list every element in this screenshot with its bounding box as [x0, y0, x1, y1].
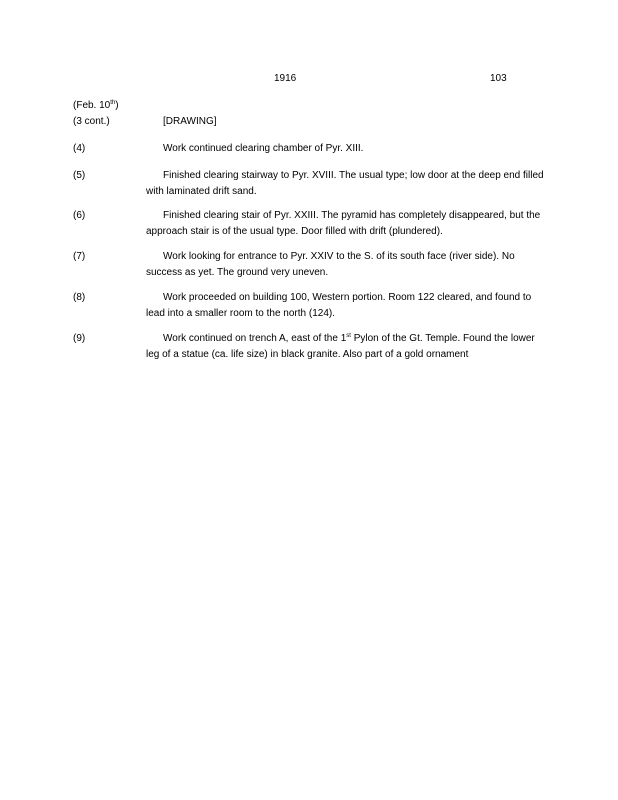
- entry-number: (8): [73, 292, 86, 303]
- entry-text: [146, 331, 548, 363]
- entry-text-part: Pylon of the Gt. Temple. Found the lower leg of a statue (ca. life size) in black granite. Also part of a gold ornament: [146, 333, 535, 360]
- entry-number: (3 cont.): [73, 116, 110, 127]
- entry-number: (6): [73, 210, 86, 221]
- drawing-placeholder: [DRAWING]: [163, 116, 217, 127]
- entry-text-ordinal: st: [346, 333, 351, 339]
- entry-number: (7): [73, 251, 86, 262]
- entry-text: Work continued clearing chamber of Pyr. XIII.: [163, 143, 364, 154]
- page-number: 103: [490, 73, 507, 84]
- entry-date: [73, 98, 119, 114]
- entry-text: Finished clearing stair of Pyr. XXIII. The pyramid has completely disappeared, but the approach stair is of the usual type. Door filled with drift (plundered).: [146, 210, 541, 237]
- entry-number: (9): [73, 333, 86, 344]
- entry-date-ordinal: th: [110, 100, 116, 106]
- entry-date-text: (Feb. 10: [73, 100, 111, 111]
- entry-text: Work looking for entrance to Pyr. XXIV to the S. of its south face (river side). No success as yet. The ground very uneven.: [146, 251, 515, 278]
- entry-text: Finished clearing stairway to Pyr. XVIII. The usual type; low door at the deep end filled with laminated drift sand.: [146, 170, 544, 197]
- entry-date-close: ): [115, 100, 119, 111]
- entry-text-part: Work continued on trench A, east of the 1: [163, 333, 347, 344]
- entry-text: Work proceeded on building 100, Western portion. Room 122 cleared, and found to lead into a smaller room to the north (124).: [146, 292, 532, 319]
- page-year: 1916: [274, 73, 297, 84]
- entry-number: (4): [73, 143, 86, 154]
- entry-number: (5): [73, 170, 86, 181]
